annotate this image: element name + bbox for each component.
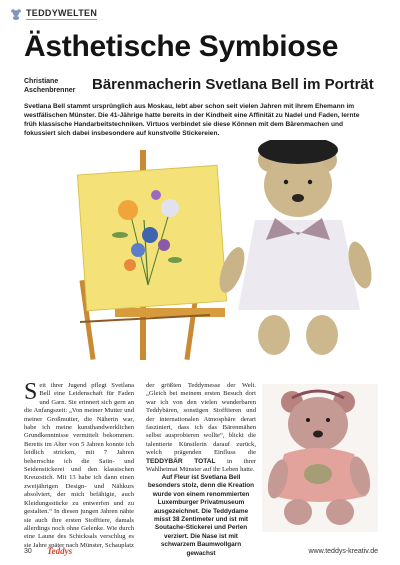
article-title: Ästhetische Symbiose	[24, 30, 339, 63]
magazine-logo-text: Teddys	[47, 546, 73, 556]
magazine-logo	[46, 544, 76, 558]
body-text-middle-a: der größten Teddymesse der Welt. „Gleich bei meinem ersten Besuch dort war ich von den vielen wunderbaren Teddybären, sonstigen Stofftieren und der internationalen Atmosphäre derart fasziniert, dass ich das Bärenmähen selbst ausprobieren wollte“, blickt die talentierte Künstlerin darauf zurück, welch prägenden Einfluss die	[146, 382, 256, 457]
body-text-left: eit ihrer Jugend pflegt Svetlana Bell eine Leidenschaft für Faden und Garn. Sie erinnert sich gern an die Anfangszeit: „Von meiner Mutter und meiner Großmutter, die Näherin war, habe ich meine kunsthandwerklichen Grundkenntnisse vermittelt bekommen. Bereits im Alter von 5 Jahren konnte ich leidlich stricken, mit 7 Jahren beherrschte ich die Satin- und Seidenstickerei und den klassischen Kreuzstich. Mit 13 habe ich dann einen zweijährigen Design- und Nähkurs absolviert, der mich befähigte, auch Kleidungsstücke zu entwerfen und zu gestalten.“ In diesen jungen Jahren nähte sie auch ihre ersten Stofftiere, damals allerdings noch ohne Gelenke. Wie durch eine Laune des Schicksals verschlug es sie Jahre später nach Münster, Schauplatz	[24, 382, 134, 549]
section-tag	[10, 8, 97, 20]
section-label: TEDDYWELTEN	[26, 8, 98, 18]
page-number: 30	[24, 548, 32, 555]
main-photo	[60, 140, 380, 365]
body-text-middle-b: in ihrer Wahlheimat Münster auf ihr Leben hatte.	[146, 457, 256, 474]
article-subtitle: Bärenmacherin Svetlana Bell im Porträt	[92, 76, 374, 93]
drop-cap: S	[24, 379, 38, 405]
teddy-bear-figure	[214, 140, 375, 355]
body-column-middle	[146, 382, 256, 474]
flower-canvas	[77, 165, 226, 310]
fleur-photo	[262, 384, 378, 532]
teddy-bear-icon	[10, 8, 22, 20]
magazine-url: www.teddys-kreativ.de	[308, 548, 378, 555]
author-first-name: Christiane	[24, 78, 59, 85]
photo-caption: Auf Fleur ist Svetlana Bell besonders stolz, denn die Kreation wurde von einem renommierten Luxemburger Privatmuseum ausgezeichnet. Die Teddydame misst 38 Zentimeter und ist mit Soutache-Stickerei und Perlen verziert. Die Nase ist mit schwarzem Baumwollgarn gewachst	[147, 474, 255, 557]
author-byline	[24, 77, 75, 95]
body-column-left	[24, 379, 134, 550]
lead-paragraph: Svetlana Bell stammt ursprünglich aus Moskau, lebt aber schon seit vielen Jahren mit ihrem Ehemann im westfälischen Münster. Die 41-Jährige hatte bereits in der Kindheit eine Affinität zu Nadel und Faden, lernte früh klassische Handarbeitstechniken. Virtuos verbindet sie diese Können mit dem Bärenmachen und fokussiert sich dabei insbesondere auf kunstvolle Stickereien.	[24, 103, 360, 137]
author-last-name: Aschenbrenner	[24, 87, 76, 94]
event-name: TEDDYBÄR TOTAL	[146, 457, 216, 465]
